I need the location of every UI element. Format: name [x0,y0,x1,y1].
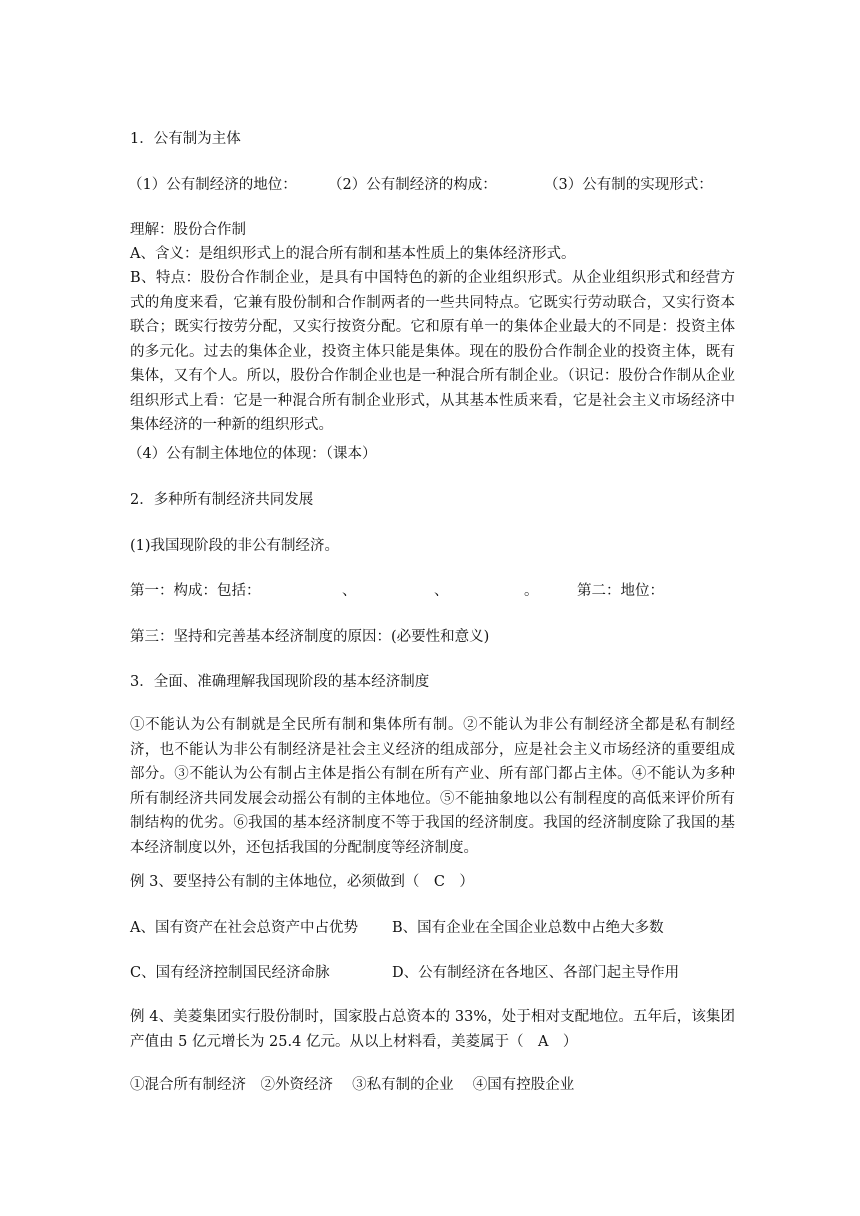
understand-b: B、特点：股份合作制企业，是具有中国特色的新的企业组织形式。从企业组织形式和经营方式的角度来看，它兼有股份制和合作制两者的一些共同特点。它既实行劳动联合，又实行资本联合；既实行按劳分配，又实行按资分配。它和原有单一的集体企业最大的不同是：投资主体的多元化。过去的集体企业，投资主体只能是集体。现在的股份合作制企业的投资主体，既有集体，又有个人。所以，股份合作制企业也是一种混合所有制企业。（识记：股份合作制从企业组织形式上看：它是一种混合所有制企业形式，从其基本性质来看，它是社会主义市场经济中集体经济的一种新的组织形式。 [130,270,735,433]
section-2-item-1: (1)我国现阶段的非公有制经济。 [130,538,340,554]
section-1-items-row [128,174,738,198]
understand-title: 理解：股份合作制 [130,222,246,238]
example-3-options-ab [130,917,740,941]
section-3-title: 3．全面、准确理解我国现阶段的基本经济制度 [130,674,430,690]
item-public-composition: （2）公有制经济的构成： [328,177,497,193]
second-position-label: 第二：地位： [577,583,664,599]
section-2-title: 2．多种所有制经济共同发展 [130,492,314,508]
example-3-option-b: B、国有企业在全国企业总数中占绝大多数 [392,920,664,936]
example-3-option-a: A、国有资产在社会总资产中占优势 [130,920,358,936]
item-public-position: （1）公有制经济的地位： [128,177,297,193]
example-4-question: 例 4、美菱集团实行股份制时，国家股占总资本的 33%，处于相对支配地位。五年后，该集团产值由 5 亿元增长为 25.4 亿元。从以上材料看，美菱属于（ A ） [130,1009,735,1050]
example-4-options: ①混合所有制经济 ②外资经济 ③私有制的企业 ④国有控股企业 [130,1077,575,1093]
first-composition-label: 第一：构成：包括： [130,583,261,599]
blank-separator-2: 、 [434,583,449,599]
section-2-first-row [130,580,740,604]
section-1-title: 1．公有制为主体 [130,131,241,147]
example-3-option-c: C、国有经济控制国民经济命脉 [130,965,330,981]
example-3-options-cd [130,962,740,986]
section-2-third: 第三：坚持和完善基本经济制度的原因：(必要性和意义) [130,629,490,645]
blank-separator-1: 、 [342,583,357,599]
section-3-body: ①不能认为公有制就是全民所有制和集体所有制。②不能认为非公有制经济全都是私有制经济，也不能认为非公有制经济是社会主义经济的组成部分，应是社会主义市场经济的重要组成部分。③不能认为公有制占主体是指公有制在所有产业、所有部门都占主体。④不能认为多种所有制经济共同发展会动摇公有制的主体地位。⑤不能抽象地以公有制程度的高低来评价所有制结构的优劣。⑥我国的基本经济制度不等于我国的经济制度。我国的经济制度除了我国的基本经济制度以外，还包括我国的分配制度等经济制度。 [130,717,735,856]
example-3-option-d: D、公有制经济在各地区、各部门起主导作用 [392,965,680,981]
item-public-forms: （3）公有制的实现形式： [544,177,713,193]
blank-separator-3: 。 [524,583,539,599]
understand-a: A、含义：是组织形式上的混合所有制和基本性质上的集体经济形式。 [130,246,576,262]
section-1-item-4: （4）公有制主体地位的体现：（课本） [128,446,377,462]
example-3-question: 例 3、要坚持公有制的主体地位，必须做到（ C ） [130,874,474,890]
